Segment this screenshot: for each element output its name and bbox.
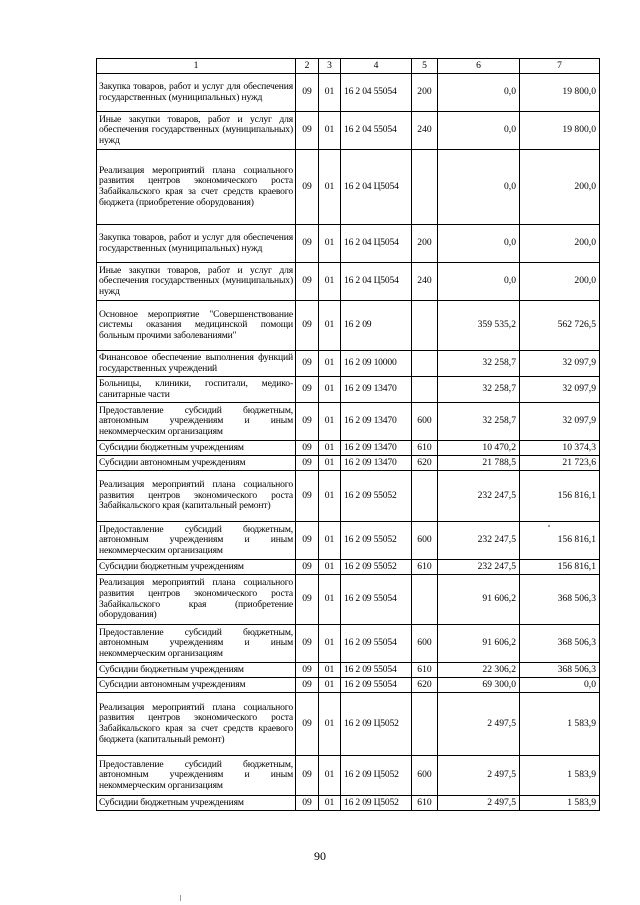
row-amount-2: 21 723,6 — [520, 456, 600, 471]
row-expense-type — [412, 471, 438, 522]
row-target-code: 16 2 09 55054 — [341, 575, 412, 625]
row-expense-type: 610 — [412, 796, 438, 811]
row-target-code: 16 2 04 Ц5054 — [341, 225, 412, 263]
row-target-code: 16 2 09 — [341, 301, 412, 351]
row-target-code: 16 2 04 55054 — [341, 74, 412, 112]
row-subsection: 01 — [319, 301, 341, 351]
row-name: Реализация мероприятий плана социального развития центров экономического роста Забайкальского края (приобретение оборудования) — [97, 575, 296, 625]
row-expense-type: 240 — [412, 112, 438, 150]
row-amount-1: 2 497,5 — [438, 756, 520, 796]
row-subsection: 01 — [319, 575, 341, 625]
row-target-code: 16 2 09 55052 — [341, 522, 412, 560]
row-amount-2: 0,0 — [520, 678, 600, 693]
row-name: Закупка товаров, работ и услуг для обеспечения государственных (муниципальных) нужд — [97, 225, 296, 263]
row-target-code: 16 2 09 13470 — [341, 456, 412, 471]
row-amount-2: 19 800,0 — [520, 112, 600, 150]
row-amount-1: 0,0 — [438, 74, 520, 112]
row-expense-type: 600 — [412, 403, 438, 441]
row-section: 09 — [296, 693, 319, 756]
budget-table — [96, 58, 600, 811]
row-section: 09 — [296, 377, 319, 403]
row-subsection: 01 — [319, 377, 341, 403]
row-subsection: 01 — [319, 351, 341, 377]
row-section: 09 — [296, 522, 319, 560]
row-amount-2: 200,0 — [520, 150, 600, 225]
scan-mark — [548, 525, 550, 527]
row-name: Основное мероприятие "Совершенствование системы оказания медицинской помощи больным прочими заболеваниями" — [97, 301, 296, 351]
row-section: 09 — [296, 560, 319, 575]
header-col-6: 6 — [438, 59, 520, 74]
row-section: 09 — [296, 575, 319, 625]
row-name: Субсидии бюджетным учреждениям — [97, 560, 296, 575]
row-expense-type — [412, 377, 438, 403]
row-amount-2: 1 583,9 — [520, 693, 600, 756]
row-amount-1: 32 258,7 — [438, 351, 520, 377]
table-row — [97, 678, 600, 693]
row-name: Иные закупки товаров, работ и услуг для обеспечения государственных (муниципальных) нужд — [97, 263, 296, 301]
row-amount-2: 19 800,0 — [520, 74, 600, 112]
row-subsection: 01 — [319, 625, 341, 663]
row-subsection: 01 — [319, 112, 341, 150]
row-section: 09 — [296, 150, 319, 225]
table-row — [97, 693, 600, 756]
table-row — [97, 441, 600, 456]
row-name: Субсидии автономным учреждениям — [97, 678, 296, 693]
row-amount-2: 368 506,3 — [520, 575, 600, 625]
row-target-code: 16 2 09 13470 — [341, 377, 412, 403]
table-row — [97, 301, 600, 351]
header-col-3: 3 — [319, 59, 341, 74]
header-col-4: 4 — [341, 59, 412, 74]
row-amount-1: 91 606,2 — [438, 575, 520, 625]
table-row — [97, 377, 600, 403]
row-expense-type: 620 — [412, 456, 438, 471]
row-amount-1: 232 247,5 — [438, 560, 520, 575]
row-amount-1: 359 535,2 — [438, 301, 520, 351]
table-row — [97, 663, 600, 678]
header-col-7: 7 — [520, 59, 600, 74]
table-row — [97, 112, 600, 150]
row-expense-type: 240 — [412, 263, 438, 301]
table-row — [97, 796, 600, 811]
row-amount-2: 368 506,3 — [520, 663, 600, 678]
row-target-code: 16 2 09 Ц5052 — [341, 693, 412, 756]
row-target-code: 16 2 09 55052 — [341, 471, 412, 522]
row-name: Реализация мероприятий плана социального развития центров экономического роста Забайкальского края (капитальный ремонт) — [97, 471, 296, 522]
row-expense-type: 610 — [412, 441, 438, 456]
table-row — [97, 351, 600, 377]
header-col-2: 2 — [296, 59, 319, 74]
row-section: 09 — [296, 796, 319, 811]
row-target-code: 16 2 09 13470 — [341, 441, 412, 456]
row-name: Субсидии бюджетным учреждениям — [97, 796, 296, 811]
row-target-code: 16 2 04 55054 — [341, 112, 412, 150]
row-section: 09 — [296, 625, 319, 663]
table-row — [97, 403, 600, 441]
header-col-1: 1 — [97, 59, 296, 74]
row-name: Субсидии бюджетным учреждениям — [97, 663, 296, 678]
row-amount-2: 156 816,1 — [520, 560, 600, 575]
row-target-code: 16 2 09 55054 — [341, 678, 412, 693]
row-expense-type — [412, 351, 438, 377]
row-target-code: 16 2 09 Ц5052 — [341, 796, 412, 811]
row-name: Субсидии автономным учреждениям — [97, 456, 296, 471]
row-amount-1: 69 300,0 — [438, 678, 520, 693]
row-amount-1: 0,0 — [438, 150, 520, 225]
table-row — [97, 456, 600, 471]
row-section: 09 — [296, 456, 319, 471]
row-amount-2: 1 583,9 — [520, 796, 600, 811]
header-row — [97, 59, 600, 74]
row-expense-type: 620 — [412, 678, 438, 693]
row-amount-2: 200,0 — [520, 225, 600, 263]
row-name: Предоставление субсидий бюджетным, автономным учреждениям и иным некоммерческим организациям — [97, 756, 296, 796]
row-name: Иные закупки товаров, работ и услуг для обеспечения государственных (муниципальных) нужд — [97, 112, 296, 150]
row-amount-2: 1 583,9 — [520, 756, 600, 796]
row-amount-1: 0,0 — [438, 225, 520, 263]
row-subsection: 01 — [319, 796, 341, 811]
row-section: 09 — [296, 263, 319, 301]
row-amount-2: 200,0 — [520, 263, 600, 301]
row-expense-type: 600 — [412, 522, 438, 560]
row-expense-type: 200 — [412, 74, 438, 112]
table-row — [97, 575, 600, 625]
row-section: 09 — [296, 663, 319, 678]
row-subsection: 01 — [319, 263, 341, 301]
row-section: 09 — [296, 678, 319, 693]
row-amount-1: 2 497,5 — [438, 693, 520, 756]
row-section: 09 — [296, 756, 319, 796]
row-target-code: 16 2 09 13470 — [341, 403, 412, 441]
table-row — [97, 756, 600, 796]
row-amount-2: 562 726,5 — [520, 301, 600, 351]
row-subsection: 01 — [319, 150, 341, 225]
row-section: 09 — [296, 301, 319, 351]
row-amount-2: 10 374,3 — [520, 441, 600, 456]
row-amount-2: 32 097,9 — [520, 403, 600, 441]
row-name: Предоставление субсидий бюджетным, автономным учреждениям и иным некоммерческим организациям — [97, 522, 296, 560]
table-row — [97, 471, 600, 522]
row-amount-1: 232 247,5 — [438, 522, 520, 560]
row-amount-1: 21 788,5 — [438, 456, 520, 471]
row-amount-2: 32 097,9 — [520, 351, 600, 377]
row-target-code: 16 2 04 Ц5054 — [341, 150, 412, 225]
row-name: Реализация мероприятий плана социального развития центров экономического роста Забайкальского края за счет средств краевого бюджета (капитальный ремонт) — [97, 693, 296, 756]
row-target-code: 16 2 09 55054 — [341, 625, 412, 663]
table-row — [97, 150, 600, 225]
row-amount-1: 32 258,7 — [438, 377, 520, 403]
row-expense-type — [412, 575, 438, 625]
row-subsection: 01 — [319, 74, 341, 112]
row-section: 09 — [296, 74, 319, 112]
row-subsection: 01 — [319, 693, 341, 756]
row-name: Больницы, клиники, госпитали, медико-санитарные части — [97, 377, 296, 403]
row-target-code: 16 2 09 10000 — [341, 351, 412, 377]
row-expense-type — [412, 301, 438, 351]
scan-mark — [180, 895, 181, 901]
row-section: 09 — [296, 225, 319, 263]
table-row — [97, 263, 600, 301]
row-amount-1: 2 497,5 — [438, 796, 520, 811]
row-amount-1: 232 247,5 — [438, 471, 520, 522]
row-amount-2: 156 816,1 — [520, 522, 600, 560]
header-col-5: 5 — [412, 59, 438, 74]
row-amount-1: 0,0 — [438, 263, 520, 301]
row-amount-1: 10 470,2 — [438, 441, 520, 456]
row-subsection: 01 — [319, 225, 341, 263]
row-subsection: 01 — [319, 522, 341, 560]
row-section: 09 — [296, 441, 319, 456]
row-expense-type: 600 — [412, 756, 438, 796]
row-expense-type: 600 — [412, 625, 438, 663]
row-subsection: 01 — [319, 560, 341, 575]
table-row — [97, 625, 600, 663]
row-subsection: 01 — [319, 678, 341, 693]
row-section: 09 — [296, 471, 319, 522]
row-section: 09 — [296, 351, 319, 377]
row-amount-2: 156 816,1 — [520, 471, 600, 522]
page-number: 90 — [314, 849, 326, 863]
row-target-code: 16 2 09 55052 — [341, 560, 412, 575]
row-expense-type: 610 — [412, 560, 438, 575]
row-subsection: 01 — [319, 663, 341, 678]
row-subsection: 01 — [319, 471, 341, 522]
row-name: Предоставление субсидий бюджетным, автономным учреждениям и иным некоммерческим организациям — [97, 625, 296, 663]
row-name: Финансовое обеспечение выполнения функций государственных учреждений — [97, 351, 296, 377]
row-name: Субсидии бюджетным учреждениям — [97, 441, 296, 456]
row-target-code: 16 2 09 Ц5052 — [341, 756, 412, 796]
row-target-code: 16 2 09 55054 — [341, 663, 412, 678]
row-subsection: 01 — [319, 756, 341, 796]
row-subsection: 01 — [319, 456, 341, 471]
row-subsection: 01 — [319, 403, 341, 441]
row-expense-type — [412, 150, 438, 225]
row-expense-type: 200 — [412, 225, 438, 263]
row-amount-1: 22 306,2 — [438, 663, 520, 678]
row-amount-1: 32 258,7 — [438, 403, 520, 441]
row-expense-type: 610 — [412, 663, 438, 678]
table-row — [97, 225, 600, 263]
table-row — [97, 522, 600, 560]
table-row — [97, 74, 600, 112]
row-subsection: 01 — [319, 441, 341, 456]
row-name: Реализация мероприятий плана социального развития центров экономического роста Забайкальского края за счет средств краевого бюджета (приобретение оборудования) — [97, 150, 296, 225]
row-amount-1: 91 606,2 — [438, 625, 520, 663]
row-expense-type — [412, 693, 438, 756]
row-name: Предоставление субсидий бюджетным, автономным учреждениям и иным некоммерческим организациям — [97, 403, 296, 441]
row-target-code: 16 2 04 Ц5054 — [341, 263, 412, 301]
table-row — [97, 560, 600, 575]
row-section: 09 — [296, 403, 319, 441]
row-name: Закупка товаров, работ и услуг для обеспечения государственных (муниципальных) нужд — [97, 74, 296, 112]
row-amount-2: 32 097,9 — [520, 377, 600, 403]
row-amount-1: 0,0 — [438, 112, 520, 150]
row-section: 09 — [296, 112, 319, 150]
row-amount-2: 368 506,3 — [520, 625, 600, 663]
